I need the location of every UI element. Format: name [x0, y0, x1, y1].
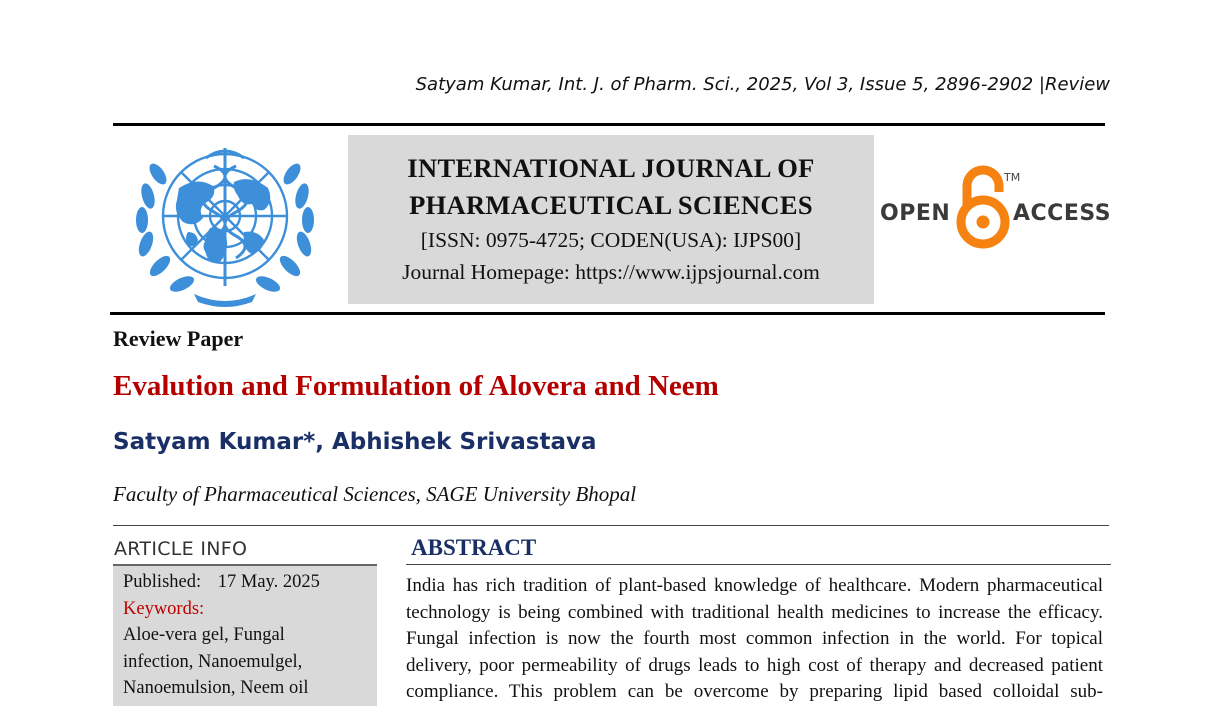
running-header: Satyam Kumar, Int. J. of Pharm. Sci., 2025, Vol 3, Issue 5, 2896-2902 |Review	[415, 74, 1110, 95]
paper-authors: Satyam Kumar*, Abhishek Srivastava	[113, 429, 597, 455]
abstract-body	[406, 573, 1103, 706]
header-rule-top	[113, 123, 1105, 126]
paper-title: Evalution and Formulation of Alovera and Neem	[113, 370, 719, 402]
journal-title-line1: INTERNATIONAL JOURNAL OF	[407, 153, 815, 183]
article-info-heading: ARTICLE INFO	[114, 538, 248, 560]
published-row	[123, 569, 367, 596]
abstract-line: Fungal infection is now the fourth most common infection in the world. For topical	[406, 628, 1103, 649]
access-text: ACCESS	[1013, 201, 1112, 226]
keywords-line: infection, Nanoemulgel,	[123, 651, 303, 672]
article-info-box	[113, 566, 377, 706]
abstract-heading: ABSTRACT	[411, 535, 537, 560]
journal-issn: [ISSN: 0975-4725; CODEN(USA): IJPS00]	[420, 228, 802, 252]
keywords-line: Nanoemulsion, Neem oil	[123, 678, 309, 698]
keywords-line: Aloe-vera gel, Fungal	[123, 625, 285, 645]
trademark-mark: TM	[1004, 171, 1021, 184]
abstract-line: compliance. This problem can be overcome by preparing lipid based colloidal sub-	[406, 681, 1103, 702]
keywords-label: Keywords:	[123, 598, 205, 619]
journal-masthead	[348, 135, 874, 304]
header-rule-bottom	[110, 312, 1105, 315]
paper-affiliation: Faculty of Pharmaceutical Sciences, SAGE University Bhopal	[113, 482, 637, 506]
paper-type: Review Paper	[113, 326, 244, 351]
abstract-line: delivery, poor permeability of drugs leads to high cost of therapy and decreased patient	[406, 654, 1103, 676]
abstract-line: India has rich tradition of plant-based knowledge of healthcare. Modern pharmaceutical	[406, 575, 1103, 596]
published-date: 17 May. 2025	[217, 572, 320, 592]
published-label: Published:	[123, 572, 202, 592]
open-access-text: OPEN	[880, 201, 951, 226]
journal-homepage[interactable]: Journal Homepage: https://www.ijpsjournal.com	[402, 260, 820, 284]
journal-emblem-logo	[124, 136, 326, 308]
section-divider	[113, 525, 1109, 526]
abstract-line: technology is being combined with traditional health medicines to increase the efficacy.	[406, 601, 1103, 623]
journal-title-line2: PHARMACEUTICAL SCIENCES	[409, 190, 813, 220]
abstract-rule	[406, 564, 1111, 565]
